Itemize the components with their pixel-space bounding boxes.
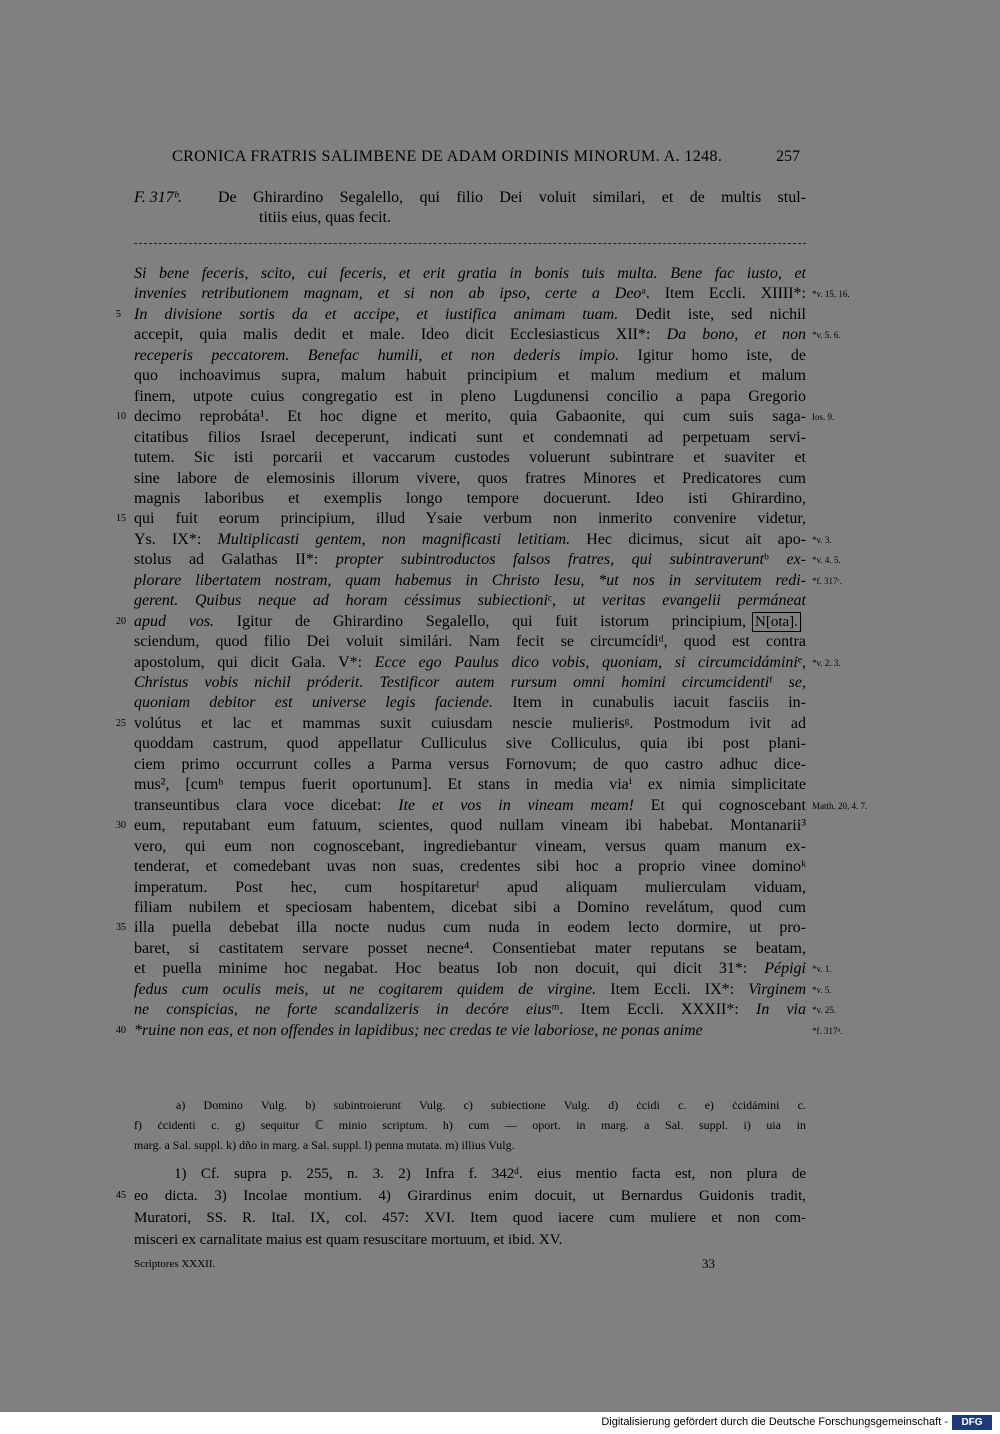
margin-reference: Ios. 9.: [812, 412, 835, 423]
margin-reference: *v. 2. 3.: [812, 657, 841, 668]
margin-reference: *v. 5. 6.: [812, 330, 841, 341]
text-segment: ᵉ,: [797, 653, 806, 671]
line-number: 10: [116, 411, 126, 423]
body-line: [134, 713, 806, 735]
text-segment: et puella minime hoc negabat. Hoc beatus Iob non docuit, qui dicit 31*:: [134, 960, 765, 978]
line-number: 20: [116, 615, 126, 627]
body-line: [134, 468, 806, 490]
text-segment: ᶜ,: [547, 592, 573, 610]
variant-note-line: f) ċcidenti c. g) sequitur ℂ minio scriptum. h) cum — oport. in marg. a Sal. suppl. i) uia in: [134, 1118, 806, 1132]
line-number: 40: [116, 1024, 126, 1036]
text-segment: stolus ad Galathas II*:: [134, 551, 336, 569]
text-segment: Item Eccli. IX*:: [596, 980, 749, 998]
margin-reference: *f. 317ᶜ.: [812, 575, 843, 586]
text-segment: Ite et vos in vineam meam!: [398, 796, 634, 814]
text-segment: Et qui cognoscebant: [633, 796, 806, 814]
body-line: [134, 263, 806, 285]
chapter-title-line-2: titiis eius, quas fecit.: [259, 209, 391, 226]
body-line: [134, 570, 806, 592]
page-number: 257: [776, 148, 800, 165]
text-segment: magnis laboribus et exemplis longo tempore docuerunt. Ideo isti Ghirardino,: [134, 489, 806, 507]
text-segment: receperis peccatorem. Benefac humili, et non dederis impio.: [134, 346, 620, 364]
text-segment: qui fuit eorum principium, illud Ysaie verbum non inmerito convenire videtur,: [134, 510, 806, 528]
body-line: [134, 345, 806, 367]
body-line: [134, 815, 806, 837]
running-title: CRONICA FRATRIS SALIMBENE DE ADAM ORDINIS MINORUM. A. 1248.: [172, 148, 723, 165]
line-number: 25: [116, 717, 126, 729]
margin-reference: *v. 25.: [812, 1005, 837, 1016]
text-segment: se,: [788, 674, 806, 691]
body-line: [134, 447, 806, 469]
text-segment: In divisione sortis da et accipe, et iustifica animam tuam.: [134, 305, 619, 323]
margin-reference: *v. 1.: [812, 964, 832, 975]
line-number: 35: [116, 922, 126, 934]
body-line: [134, 406, 806, 428]
body-line: [134, 692, 806, 714]
body-line: [134, 508, 806, 530]
margin-reference: *v. 3.: [812, 534, 832, 545]
line-number: 45: [116, 1190, 126, 1201]
body-line: [134, 979, 806, 1001]
variant-note-line: marg. a Sal. suppl. k) dño in marg. a Sal. suppl. l) penna mutata. m) illius Vulg.: [134, 1138, 515, 1152]
text-segment: Da bono, et non: [666, 326, 806, 344]
text-segment: Ys. IX*:: [134, 530, 218, 548]
body-line: [134, 856, 806, 878]
text-segment: gerent. Quibus neque ad horam céssimus subiectioni: [134, 592, 548, 610]
body-line: [134, 304, 806, 326]
text-segment: Virginem: [748, 980, 806, 998]
folio-reference: F. 317ᵇ.: [134, 189, 183, 206]
line-number: 30: [116, 820, 126, 832]
text-segment: tutem. Sic isti porcarii et vaccarum custodes voluerunt subintrare et suaviter et: [134, 449, 806, 467]
body-line: [134, 549, 806, 571]
text-segment: apostolum, qui dicit Gala. V*:: [134, 653, 375, 671]
text-segment: Hec dicimus, sicut ait apo-: [570, 530, 806, 548]
text-segment: quoniam debitor est universe legis faciende.: [134, 694, 494, 712]
text-segment: Pépigi: [764, 960, 806, 978]
variant-note-line: a) Domino Vulg. b) subintroierunt Vulg. c) subiectione Vulg. d) ċcidi c. e) ċcidámini c.: [176, 1098, 806, 1112]
text-segment: ex-: [786, 551, 806, 569]
text-segment: sciendum, quod filio Dei voluit similári. Nam fecit se circumcídiᵈ, quod est contra: [134, 633, 806, 651]
sheet-signature-label: Scriptores XXXII.: [134, 1258, 216, 1270]
text-segment: vero, qui eum non cognoscebant, ingrediebantur vineam, versus quam manum ex-: [134, 837, 806, 855]
body-line: [134, 631, 806, 653]
text-segment: decimo reprobáta¹. Et hoc digne et merito, quia Gabaonite, qui cum suis saga-: [134, 408, 806, 426]
body-line: [134, 283, 806, 305]
text-segment: Ecce ego Paulus dico vobis, quoniam, si circumcidámini: [374, 653, 798, 671]
footnote-line: misceri ex carnalitate maius est quam resuscitare mortuum, et ibid. XV.: [134, 1232, 563, 1248]
text-segment: propter subintroductos falsos fratres, qui subintraverunt: [335, 551, 764, 569]
sheet-signature-number: 33: [702, 1256, 715, 1271]
text-segment: sine labore de elemosinis illorum vivere, quos fratres Minores et Predicatores cum: [134, 469, 806, 487]
body-line: [134, 877, 806, 899]
text-segment: Igitur de Ghirardino Segalello, qui fuit istorum principium,: [214, 612, 746, 630]
body-line: [134, 917, 806, 939]
digitization-credit: Digitalisierung gefördert durch die Deutsche Forschungsgemeinschaft -: [601, 1416, 948, 1428]
text-segment: Christus vobis nichil próderit. Testificor autem rursum omni homini circumcidenti: [134, 674, 770, 691]
body-line: [134, 611, 746, 633]
body-line: [134, 836, 806, 858]
text-segment: finem, utpote cuius congregatio est in pleno Lugdunensi concilio a papa Gregorio: [134, 387, 806, 405]
text-segment: Item in cunabulis iacuit fasciis in-: [493, 694, 806, 712]
text-segment: ᶠ: [769, 674, 789, 691]
body-line: [134, 1020, 806, 1042]
text-segment: imperatum. Post hec, cum hospitareturˡ apud aliquam mulierculam viduam,: [134, 878, 806, 896]
text-segment: tenderat, et comedebant uvas non suas, credentes sibi hoc a proprio vinee dominoᵏ: [134, 858, 806, 876]
margin-reference: Matth. 20, 4. 7.: [812, 800, 868, 811]
header-rule: [134, 243, 806, 244]
text-segment: eum, reputabant eum fatuum, scientes, quod nullam vineam ibi habebat. Montanarii³: [134, 817, 806, 835]
text-segment: ut veritas evangelii permáneat: [572, 592, 806, 610]
chapter-title-line-1: De Ghirardino Segalello, qui filio Dei voluit similari, et de multis stul-: [218, 189, 806, 206]
body-line: [134, 365, 806, 387]
nota-box: N[ota].: [752, 612, 801, 632]
text-segment: quo inchoavimus supra, malum habuit principium et malum medium et malum: [134, 367, 806, 385]
text-segment: filiam nubilem et speciosam habentem, dicebat sibi a Domino revelátum, quod cum: [134, 898, 806, 916]
line-number: 5: [116, 308, 121, 320]
body-line: [134, 958, 806, 980]
body-line: [134, 754, 806, 776]
text-segment: Multiplicasti gentem, non magnificasti letitiam.: [217, 530, 571, 548]
body-line: [134, 529, 806, 551]
text-segment: Dedit iste, sed nichil: [618, 305, 806, 323]
body-line: [134, 897, 806, 919]
text-segment: plorare libertatem nostram, quam habemus in Christo Iesu, *ut nos in servitutem redi-: [134, 571, 806, 589]
line-number: 15: [116, 513, 126, 525]
text-segment: illa puella debebat illa nocte nudus cum nuda in eodem lecto dormire, ut pro-: [134, 919, 806, 937]
digitization-footer: [0, 1412, 1000, 1434]
footnote-line: eo dicta. 3) Incolae montium. 4) Girardinus enim docuit, ut Bernardus Guidonis tradit,: [134, 1188, 806, 1204]
body-line: [134, 774, 806, 796]
body-line: [134, 488, 806, 510]
text-segment: fedus cum oculis meis, ut ne cogitarem quidem de virgine.: [134, 980, 597, 998]
body-line: [134, 652, 806, 674]
body-line: [134, 733, 806, 755]
margin-reference: *v. 4. 5.: [812, 555, 841, 566]
text-segment: In via: [755, 1001, 806, 1019]
text-segment: mus², [cumʰ tempus fuerit oportunum]. Et stans in media viaⁱ ex nimia simplicitate: [134, 776, 806, 794]
body-line: [134, 386, 806, 408]
text-segment: apud vos.: [134, 612, 215, 630]
text-segment: accepit, quia malis dedit et male. Ideo dicit Ecclesiasticus XII*:: [134, 326, 667, 344]
body-line: [134, 938, 806, 960]
text-segment: Si bene feceris, scito, cui feceris, et erit gratia in bonis tuis multa. Bene fac iusto, et: [134, 265, 806, 282]
text-segment: volútus et lac et mammas suxit cuiusdam nescie mulierisᵍ. Postmodum ivit ad: [134, 714, 806, 732]
dfg-logo: DFG: [952, 1415, 992, 1430]
text-segment: baret, si castitatem servare posset necne⁴. Consentiebat mater reputans se beatam,: [134, 939, 806, 957]
text-segment: quoddam castrum, quod appellatur Culliculus sive Colliculus, quia ibi post plani-: [134, 735, 806, 753]
margin-reference: *f. 317ᵈ.: [812, 1025, 843, 1036]
text-segment: citatibus filios Israel deceperunt, indicati sunt et condemnati ad perpetuam servi-: [134, 428, 806, 446]
body-line: [134, 427, 806, 449]
text-segment: ne conspicias, ne forte scandalizeris in decóre eius: [134, 1001, 552, 1019]
text-segment: Igitur homo iste, de: [619, 346, 806, 364]
margin-reference: *v. 15. 16.: [812, 289, 850, 300]
footnote-line: Muratori, SS. R. Ital. IX, col. 457: XVI. Item quod iacere cum muliere et non com-: [134, 1210, 806, 1226]
text-segment: ᵐ. Item Eccli. XXXII*:: [551, 1001, 756, 1019]
body-line: [134, 672, 806, 694]
text-segment: *ruine non eas, et non offendes in lapidibus; nec credas te vie laboriose, ne ponas anime: [134, 1021, 703, 1039]
text-segment: invenies retributionem magnam, et si non ab ipso, certe a Deo: [134, 285, 642, 303]
body-line: [134, 590, 806, 612]
text-segment: ciem primo occurrunt colles a Parma versus Fornovum; de quo castro adhuc dice-: [134, 755, 806, 773]
margin-reference: *v. 5.: [812, 984, 832, 995]
text-segment: transeuntibus clara voce dicebat:: [134, 796, 399, 814]
body-line: [134, 795, 806, 817]
body-line: [134, 999, 806, 1021]
text-segment: ᵃ. Item Eccli. XIIII*:: [641, 285, 806, 303]
body-line: [134, 324, 806, 346]
text-segment: ᵇ: [763, 551, 787, 569]
footnote-line: 1) Cf. supra p. 255, n. 3. 2) Infra f. 342ᵈ. eius mentio facta est, non plura de: [174, 1166, 806, 1182]
